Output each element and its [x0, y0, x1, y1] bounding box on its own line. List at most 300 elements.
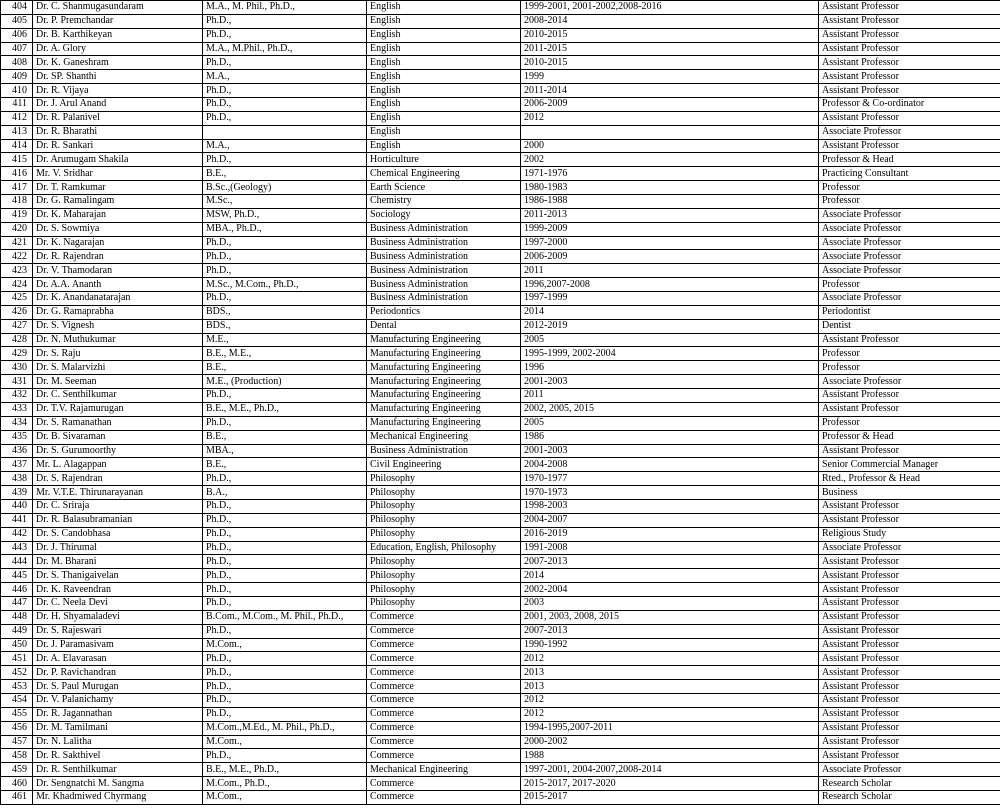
- years-cell: 2005: [521, 416, 819, 430]
- department-cell: Sociology: [367, 208, 521, 222]
- name-cell: Dr. M. Bharani: [33, 555, 203, 569]
- table-row: [1, 361, 1000, 375]
- years-cell: 2008-2014: [521, 14, 819, 28]
- years-cell: 1994-1995,2007-2011: [521, 721, 819, 735]
- qualification-cell: Ph.D.,: [203, 111, 367, 125]
- years-cell: 2000-2002: [521, 735, 819, 749]
- serial-number-cell: 428: [1, 333, 33, 347]
- years-cell: 1996,2007-2008: [521, 278, 819, 292]
- department-cell: Business Administration: [367, 264, 521, 278]
- qualification-cell: Ph.D.,: [203, 416, 367, 430]
- serial-number-cell: 439: [1, 486, 33, 500]
- serial-number-cell: 426: [1, 305, 33, 319]
- designation-cell: Assistant Professor: [819, 721, 1000, 735]
- department-cell: Philosophy: [367, 569, 521, 583]
- serial-number-cell: 456: [1, 721, 33, 735]
- table-row: [1, 139, 1000, 153]
- name-cell: Dr. S. Rajeswari: [33, 624, 203, 638]
- serial-number-cell: 406: [1, 28, 33, 42]
- serial-number-cell: 413: [1, 125, 33, 139]
- department-cell: Commerce: [367, 610, 521, 624]
- years-cell: 2004-2008: [521, 458, 819, 472]
- serial-number-cell: 419: [1, 208, 33, 222]
- years-cell: 1986: [521, 430, 819, 444]
- serial-number-cell: 460: [1, 777, 33, 791]
- name-cell: Dr. H. Shyamaladevi: [33, 610, 203, 624]
- name-cell: Mr. L. Alagappan: [33, 458, 203, 472]
- table-row: [1, 486, 1000, 500]
- name-cell: Dr. Arumugam Shakila: [33, 153, 203, 167]
- years-cell: 1999: [521, 70, 819, 84]
- designation-cell: Associate Professor: [819, 763, 1000, 777]
- years-cell: 2013: [521, 666, 819, 680]
- table-row: [1, 236, 1000, 250]
- serial-number-cell: 423: [1, 264, 33, 278]
- name-cell: Dr. M. Seeman: [33, 375, 203, 389]
- qualification-cell: Ph.D.,: [203, 624, 367, 638]
- department-cell: English: [367, 111, 521, 125]
- department-cell: Mechanical Engineering: [367, 763, 521, 777]
- qualification-cell: Ph.D.,: [203, 236, 367, 250]
- serial-number-cell: 438: [1, 472, 33, 486]
- qualification-cell: B.E.,: [203, 430, 367, 444]
- years-cell: 2015-2017: [521, 790, 819, 804]
- serial-number-cell: 432: [1, 389, 33, 403]
- qualification-cell: M.A., M. Phil., Ph.D.,: [203, 1, 367, 15]
- department-cell: Civil Engineering: [367, 458, 521, 472]
- name-cell: Dr. C. Senthilkumar: [33, 389, 203, 403]
- qualification-cell: Ph.D.,: [203, 513, 367, 527]
- qualification-cell: M.Com., Ph.D.,: [203, 777, 367, 791]
- qualification-cell: Ph.D.,: [203, 666, 367, 680]
- department-cell: Commerce: [367, 790, 521, 804]
- years-cell: 1970-1977: [521, 472, 819, 486]
- table-row: [1, 305, 1000, 319]
- table-row: [1, 292, 1000, 306]
- serial-number-cell: 404: [1, 1, 33, 15]
- qualification-cell: BDS.,: [203, 305, 367, 319]
- name-cell: Dr. C. Shanmugasundaram: [33, 1, 203, 15]
- department-cell: Business Administration: [367, 278, 521, 292]
- qualification-cell: Ph.D.,: [203, 693, 367, 707]
- table-row: [1, 153, 1000, 167]
- years-cell: 1998-2003: [521, 499, 819, 513]
- qualification-cell: MBA., Ph.D.,: [203, 222, 367, 236]
- table-row: [1, 569, 1000, 583]
- serial-number-cell: 405: [1, 14, 33, 28]
- name-cell: Dr. R. Senthilkumar: [33, 763, 203, 777]
- table-row: [1, 347, 1000, 361]
- name-cell: Dr. B. Karthikeyan: [33, 28, 203, 42]
- table-row: [1, 111, 1000, 125]
- years-cell: 1980-1983: [521, 181, 819, 195]
- table-row: [1, 555, 1000, 569]
- years-cell: 2006-2009: [521, 98, 819, 112]
- name-cell: Dr. K. Raveendran: [33, 583, 203, 597]
- qualification-cell: Ph.D.,: [203, 250, 367, 264]
- table-row: [1, 319, 1000, 333]
- name-cell: Dr. B. Sivaraman: [33, 430, 203, 444]
- table-row: [1, 250, 1000, 264]
- years-cell: 2012-2019: [521, 319, 819, 333]
- name-cell: Dr. J. Paramasivam: [33, 638, 203, 652]
- years-cell: 2011-2014: [521, 84, 819, 98]
- years-cell: 2013: [521, 680, 819, 694]
- name-cell: Dr. R. Palanivel: [33, 111, 203, 125]
- designation-cell: Senior Commercial Manager: [819, 458, 1000, 472]
- years-cell: 2006-2009: [521, 250, 819, 264]
- years-cell: 2007-2013: [521, 624, 819, 638]
- years-cell: 2012: [521, 111, 819, 125]
- serial-number-cell: 412: [1, 111, 33, 125]
- qualification-cell: M.Com.,M.Ed., M. Phil., Ph.D.,: [203, 721, 367, 735]
- table-row: [1, 14, 1000, 28]
- department-cell: Manufacturing Engineering: [367, 347, 521, 361]
- years-cell: 2011: [521, 389, 819, 403]
- department-cell: Commerce: [367, 749, 521, 763]
- name-cell: Dr. A. Glory: [33, 42, 203, 56]
- qualification-cell: M.E.,: [203, 333, 367, 347]
- name-cell: Dr. J. Arul Anand: [33, 98, 203, 112]
- department-cell: English: [367, 84, 521, 98]
- qualification-cell: B.E., M.E.,: [203, 347, 367, 361]
- designation-cell: Assistant Professor: [819, 569, 1000, 583]
- serial-number-cell: 433: [1, 402, 33, 416]
- serial-number-cell: 440: [1, 499, 33, 513]
- department-cell: Chemical Engineering: [367, 167, 521, 181]
- designation-cell: Assistant Professor: [819, 513, 1000, 527]
- table-row: [1, 28, 1000, 42]
- serial-number-cell: 441: [1, 513, 33, 527]
- years-cell: 1996: [521, 361, 819, 375]
- serial-number-cell: 409: [1, 70, 33, 84]
- designation-cell: Assistant Professor: [819, 14, 1000, 28]
- name-cell: Dr. N. Lalitha: [33, 735, 203, 749]
- table-row: [1, 666, 1000, 680]
- table-row: [1, 749, 1000, 763]
- qualification-cell: B.Sc.,(Geology): [203, 181, 367, 195]
- table-row: [1, 278, 1000, 292]
- designation-cell: Associate Professor: [819, 222, 1000, 236]
- table-row: [1, 416, 1000, 430]
- name-cell: Dr. S. Gurumoorthy: [33, 444, 203, 458]
- table-row: [1, 680, 1000, 694]
- years-cell: 2001-2003: [521, 375, 819, 389]
- designation-cell: Assistant Professor: [819, 56, 1000, 70]
- name-cell: Dr. K. Ganeshram: [33, 56, 203, 70]
- serial-number-cell: 442: [1, 527, 33, 541]
- name-cell: Dr. R. Rajendran: [33, 250, 203, 264]
- serial-number-cell: 453: [1, 680, 33, 694]
- department-cell: Commerce: [367, 666, 521, 680]
- department-cell: Manufacturing Engineering: [367, 375, 521, 389]
- qualification-cell: B.E.,: [203, 167, 367, 181]
- department-cell: Periodontics: [367, 305, 521, 319]
- table-row: [1, 389, 1000, 403]
- department-cell: Commerce: [367, 624, 521, 638]
- designation-cell: Associate Professor: [819, 375, 1000, 389]
- name-cell: Mr. V.T.E. Thirunarayanan: [33, 486, 203, 500]
- qualification-cell: BDS.,: [203, 319, 367, 333]
- name-cell: Dr. C. Neela Devi: [33, 596, 203, 610]
- qualification-cell: Ph.D.,: [203, 555, 367, 569]
- qualification-cell: Ph.D.,: [203, 749, 367, 763]
- department-cell: English: [367, 14, 521, 28]
- table-row: [1, 777, 1000, 791]
- qualification-cell: Ph.D.,: [203, 707, 367, 721]
- name-cell: Dr. S. Sowmiya: [33, 222, 203, 236]
- years-cell: 2002: [521, 153, 819, 167]
- serial-number-cell: 416: [1, 167, 33, 181]
- qualification-cell: Ph.D.,: [203, 541, 367, 555]
- serial-number-cell: 451: [1, 652, 33, 666]
- department-cell: Dental: [367, 319, 521, 333]
- qualification-cell: Ph.D.,: [203, 264, 367, 278]
- department-cell: Philosophy: [367, 513, 521, 527]
- designation-cell: Assistant Professor: [819, 583, 1000, 597]
- table-row: [1, 790, 1000, 804]
- department-cell: Business Administration: [367, 236, 521, 250]
- designation-cell: Assistant Professor: [819, 652, 1000, 666]
- table-body: [1, 1, 1000, 805]
- department-cell: English: [367, 98, 521, 112]
- table-row: [1, 1, 1000, 15]
- serial-number-cell: 420: [1, 222, 33, 236]
- table-row: [1, 195, 1000, 209]
- designation-cell: Assistant Professor: [819, 707, 1000, 721]
- department-cell: Business Administration: [367, 444, 521, 458]
- table-row: [1, 638, 1000, 652]
- name-cell: Dr. N. Muthukumar: [33, 333, 203, 347]
- years-cell: 2001, 2003, 2008, 2015: [521, 610, 819, 624]
- department-cell: Business Administration: [367, 250, 521, 264]
- years-cell: 2015-2017, 2017-2020: [521, 777, 819, 791]
- serial-number-cell: 449: [1, 624, 33, 638]
- table-row: [1, 652, 1000, 666]
- serial-number-cell: 445: [1, 569, 33, 583]
- name-cell: Dr. S. Rajendran: [33, 472, 203, 486]
- department-cell: English: [367, 70, 521, 84]
- designation-cell: Professor & Head: [819, 153, 1000, 167]
- serial-number-cell: 424: [1, 278, 33, 292]
- department-cell: English: [367, 139, 521, 153]
- department-cell: Manufacturing Engineering: [367, 402, 521, 416]
- name-cell: Dr. Sengnatchi M. Sangma: [33, 777, 203, 791]
- name-cell: Dr. V. Palanichamy: [33, 693, 203, 707]
- department-cell: Chemistry: [367, 195, 521, 209]
- qualification-cell: Ph.D.,: [203, 389, 367, 403]
- serial-number-cell: 427: [1, 319, 33, 333]
- qualification-cell: Ph.D.,: [203, 153, 367, 167]
- name-cell: Dr. K. Maharajan: [33, 208, 203, 222]
- table-row: [1, 693, 1000, 707]
- name-cell: Dr. S. Ramanathan: [33, 416, 203, 430]
- name-cell: Dr. SP. Shanthi: [33, 70, 203, 84]
- qualification-cell: MBA.,: [203, 444, 367, 458]
- serial-number-cell: 454: [1, 693, 33, 707]
- years-cell: 2012: [521, 693, 819, 707]
- years-cell: 2004-2007: [521, 513, 819, 527]
- table-row: [1, 610, 1000, 624]
- table-row: [1, 42, 1000, 56]
- serial-number-cell: 450: [1, 638, 33, 652]
- name-cell: Dr. P. Ravichandran: [33, 666, 203, 680]
- designation-cell: Assistant Professor: [819, 638, 1000, 652]
- designation-cell: Associate Professor: [819, 208, 1000, 222]
- serial-number-cell: 429: [1, 347, 33, 361]
- table-row: [1, 125, 1000, 139]
- table-row: [1, 264, 1000, 278]
- years-cell: 1971-1976: [521, 167, 819, 181]
- designation-cell: Dentist: [819, 319, 1000, 333]
- qualification-cell: M.A., M.Phil., Ph.D.,: [203, 42, 367, 56]
- years-cell: [521, 125, 819, 139]
- name-cell: Dr. S. Candobhasa: [33, 527, 203, 541]
- serial-number-cell: 421: [1, 236, 33, 250]
- qualification-cell: Ph.D.,: [203, 14, 367, 28]
- department-cell: Philosophy: [367, 555, 521, 569]
- designation-cell: Assistant Professor: [819, 444, 1000, 458]
- name-cell: Dr. R. Sakthivel: [33, 749, 203, 763]
- years-cell: 2001-2003: [521, 444, 819, 458]
- years-cell: 1986-1988: [521, 195, 819, 209]
- department-cell: English: [367, 28, 521, 42]
- designation-cell: Assistant Professor: [819, 42, 1000, 56]
- designation-cell: Assistant Professor: [819, 389, 1000, 403]
- department-cell: Commerce: [367, 693, 521, 707]
- table-row: [1, 707, 1000, 721]
- designation-cell: Research Scholar: [819, 790, 1000, 804]
- serial-number-cell: 457: [1, 735, 33, 749]
- name-cell: Mr. V. Sridhar: [33, 167, 203, 181]
- table-row: [1, 541, 1000, 555]
- name-cell: Dr. K. Nagarajan: [33, 236, 203, 250]
- table-row: [1, 56, 1000, 70]
- serial-number-cell: 425: [1, 292, 33, 306]
- table-row: [1, 333, 1000, 347]
- years-cell: 2003: [521, 596, 819, 610]
- years-cell: 1988: [521, 749, 819, 763]
- designation-cell: Assistant Professor: [819, 499, 1000, 513]
- qualification-cell: Ph.D.,: [203, 84, 367, 98]
- qualification-cell: B.E.,: [203, 361, 367, 375]
- name-cell: Dr. J. Thirumal: [33, 541, 203, 555]
- department-cell: Commerce: [367, 721, 521, 735]
- serial-number-cell: 461: [1, 790, 33, 804]
- serial-number-cell: 446: [1, 583, 33, 597]
- serial-number-cell: 430: [1, 361, 33, 375]
- serial-number-cell: 414: [1, 139, 33, 153]
- name-cell: Dr. R. Sankari: [33, 139, 203, 153]
- serial-number-cell: 443: [1, 541, 33, 555]
- designation-cell: Professor: [819, 347, 1000, 361]
- table-row: [1, 735, 1000, 749]
- name-cell: Dr. R. Vijaya: [33, 84, 203, 98]
- name-cell: Dr. K. Anandanatarajan: [33, 292, 203, 306]
- qualification-cell: Ph.D.,: [203, 527, 367, 541]
- table-row: [1, 222, 1000, 236]
- designation-cell: Professor & Co-ordinator: [819, 98, 1000, 112]
- years-cell: 1997-2000: [521, 236, 819, 250]
- designation-cell: Assistant Professor: [819, 84, 1000, 98]
- name-cell: Dr. V. Thamodaran: [33, 264, 203, 278]
- table-row: [1, 402, 1000, 416]
- name-cell: Dr. M. Tamilmani: [33, 721, 203, 735]
- qualification-cell: M.A.,: [203, 139, 367, 153]
- designation-cell: Assistant Professor: [819, 555, 1000, 569]
- qualification-cell: B.E.,: [203, 458, 367, 472]
- serial-number-cell: 458: [1, 749, 33, 763]
- name-cell: Dr. S. Paul Murugan: [33, 680, 203, 694]
- qualification-cell: Ph.D.,: [203, 569, 367, 583]
- qualification-cell: M.Com.,: [203, 638, 367, 652]
- name-cell: Dr. S. Raju: [33, 347, 203, 361]
- department-cell: Commerce: [367, 735, 521, 749]
- designation-cell: Assistant Professor: [819, 624, 1000, 638]
- department-cell: Philosophy: [367, 527, 521, 541]
- designation-cell: Professor & Head: [819, 430, 1000, 444]
- designation-cell: Associate Professor: [819, 236, 1000, 250]
- qualification-cell: Ph.D.,: [203, 28, 367, 42]
- serial-number-cell: 452: [1, 666, 33, 680]
- designation-cell: Professor: [819, 416, 1000, 430]
- table-row: [1, 84, 1000, 98]
- designation-cell: Assistant Professor: [819, 70, 1000, 84]
- department-cell: Manufacturing Engineering: [367, 389, 521, 403]
- years-cell: 2005: [521, 333, 819, 347]
- table-row: [1, 721, 1000, 735]
- qualification-cell: Ph.D.,: [203, 652, 367, 666]
- designation-cell: Assistant Professor: [819, 402, 1000, 416]
- name-cell: Dr. A. Elavarasan: [33, 652, 203, 666]
- years-cell: 1990-1992: [521, 638, 819, 652]
- years-cell: 1999-2009: [521, 222, 819, 236]
- serial-number-cell: 410: [1, 84, 33, 98]
- qualification-cell: M.Com.,: [203, 790, 367, 804]
- department-cell: Manufacturing Engineering: [367, 333, 521, 347]
- years-cell: 2011-2013: [521, 208, 819, 222]
- years-cell: 1999-2001, 2001-2002,2008-2016: [521, 1, 819, 15]
- qualification-cell: Ph.D.,: [203, 583, 367, 597]
- serial-number-cell: 417: [1, 181, 33, 195]
- department-cell: Philosophy: [367, 472, 521, 486]
- serial-number-cell: 447: [1, 596, 33, 610]
- serial-number-cell: 448: [1, 610, 33, 624]
- department-cell: Manufacturing Engineering: [367, 416, 521, 430]
- table-row: [1, 527, 1000, 541]
- designation-cell: Associate Professor: [819, 541, 1000, 555]
- qualification-cell: Ph.D.,: [203, 596, 367, 610]
- designation-cell: Research Scholar: [819, 777, 1000, 791]
- department-cell: Education, English, Philosophy: [367, 541, 521, 555]
- serial-number-cell: 455: [1, 707, 33, 721]
- serial-number-cell: 411: [1, 98, 33, 112]
- qualification-cell: M.Sc., M.Com., Ph.D.,: [203, 278, 367, 292]
- years-cell: 2002-2004: [521, 583, 819, 597]
- table-row: [1, 444, 1000, 458]
- qualification-cell: B.E., M.E., Ph.D.,: [203, 763, 367, 777]
- serial-number-cell: 435: [1, 430, 33, 444]
- serial-number-cell: 434: [1, 416, 33, 430]
- qualification-cell: M.Com.,: [203, 735, 367, 749]
- table-row: [1, 513, 1000, 527]
- department-cell: English: [367, 1, 521, 15]
- name-cell: Dr. R. Jagannathan: [33, 707, 203, 721]
- department-cell: Commerce: [367, 680, 521, 694]
- qualification-cell: Ph.D.,: [203, 680, 367, 694]
- designation-cell: Associate Professor: [819, 125, 1000, 139]
- table-row: [1, 499, 1000, 513]
